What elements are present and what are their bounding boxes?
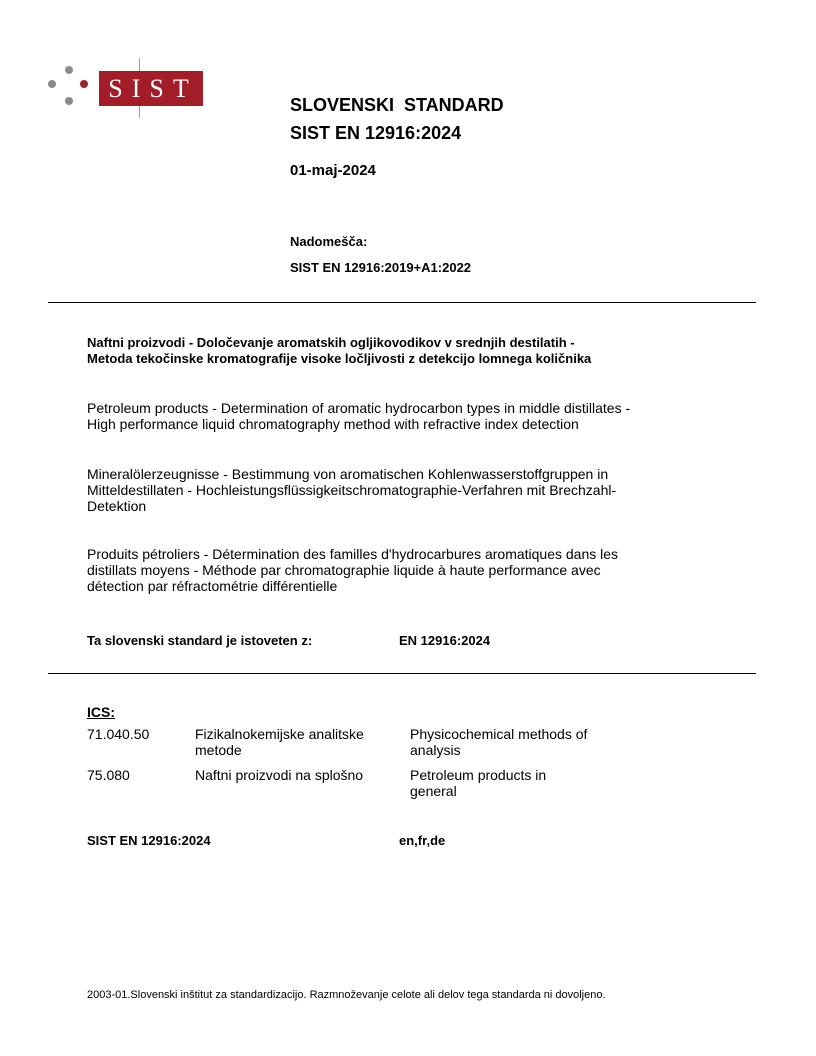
ics-description-en xyxy=(410,726,650,758)
title-line: Petroleum products - Determination of aromatic hydrocarbon types in middle distillates - xyxy=(87,400,631,416)
title-line: Metoda tekočinske kromatografije visoke ločljivosti z detekcijo lomnega količnika xyxy=(87,351,592,366)
ics-heading: ICS: xyxy=(87,704,115,720)
identical-value: EN 12916:2024 xyxy=(399,633,491,648)
divider xyxy=(48,673,756,674)
ics-description-en xyxy=(410,767,650,799)
title-line: Naftni proizvodi - Določevanje aromatskih ogljikovodikov v srednjih destilatih - xyxy=(87,335,575,350)
title-line: Mitteldestillaten - Hochleistungsflüssigkeitschromatographie-Verfahren mit Brechzahl- xyxy=(87,482,617,498)
copyright-notice: 2003-01.Slovenski inštitut za standardizacijo. Razmnoževanje celote ali delov tega standarda ni dovoljeno. xyxy=(87,989,606,1001)
logo-wordmark: SIST xyxy=(99,71,203,106)
ics-line: analysis xyxy=(410,742,461,758)
standard-code: SIST EN 12916:2024 xyxy=(290,123,462,143)
title-slovenian xyxy=(87,335,591,367)
standard-heading: SLOVENSKI STANDARD xyxy=(290,95,504,115)
logo-dot xyxy=(48,80,56,88)
title-line: Mineralölerzeugnisse - Bestimmung von aromatischen Kohlenwasserstoffgruppen in xyxy=(87,466,609,482)
ics-line: metode xyxy=(195,742,242,758)
title-line: distillats moyens - Méthode par chromatographie liquide à haute performance avec xyxy=(87,562,601,578)
footer-languages: en,fr,de xyxy=(399,833,446,848)
title-english xyxy=(87,400,630,432)
ics-description-sl xyxy=(195,726,405,758)
ics-description-sl xyxy=(195,767,405,783)
identical-label: Ta slovenski standard je istoveten z: xyxy=(87,633,313,648)
title-line: détection par réfractométrie différentielle xyxy=(87,578,338,594)
publication-date: 01-maj-2024 xyxy=(290,162,376,179)
ics-line: Naftni proizvodi na splošno xyxy=(195,767,364,783)
replaces-label: Nadomešča: xyxy=(290,234,368,249)
title-french xyxy=(87,546,618,594)
ics-line: Physicochemical methods of xyxy=(410,726,588,742)
ics-line: general xyxy=(410,783,457,799)
title-line: Produits pétroliers - Détermination des familles d'hydrocarbures aromatiques dans les xyxy=(87,546,619,562)
title-german xyxy=(87,466,616,514)
ics-line: Fizikalnokemijske analitske xyxy=(195,726,364,742)
divider xyxy=(48,302,756,303)
replaces-value: SIST EN 12916:2019+A1:2022 xyxy=(290,260,472,275)
ics-code: 71.040.50 xyxy=(87,726,150,742)
footer-standard-code: SIST EN 12916:2024 xyxy=(87,833,211,848)
ics-line: Petroleum products in xyxy=(410,767,547,783)
logo-dot xyxy=(65,97,73,105)
title-line: Detektion xyxy=(87,498,147,514)
ics-code: 75.080 xyxy=(87,767,130,783)
logo-dot xyxy=(80,80,88,88)
title-line: High performance liquid chromatography method with refractive index detection xyxy=(87,416,579,432)
logo-dot xyxy=(65,66,73,74)
